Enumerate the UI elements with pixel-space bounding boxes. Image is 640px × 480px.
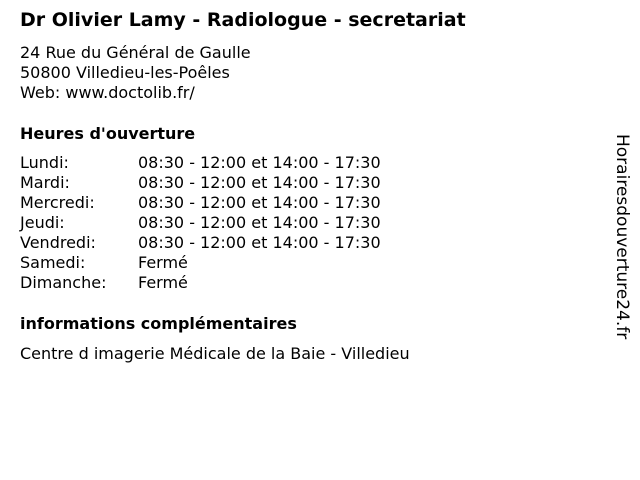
page-title: Dr Olivier Lamy - Radiologue - secretariat (20, 9, 466, 31)
day-label: Samedi: (20, 253, 86, 272)
day-label: Dimanche: (20, 273, 107, 292)
time-value: Fermé (138, 273, 188, 292)
address-street: 24 Rue du Général de Gaulle (20, 43, 251, 62)
day-label: Mercredi: (20, 193, 95, 212)
day-label: Lundi: (20, 153, 69, 172)
day-label: Jeudi: (20, 213, 65, 232)
info-text: Centre d imagerie Médicale de la Baie - Villedieu (20, 344, 410, 363)
site-watermark: Horairesdouverture24.fr (612, 134, 632, 340)
hours-heading: Heures d'ouverture (20, 124, 196, 143)
address-web: Web: www.doctolib.fr/ (20, 83, 195, 102)
time-value: 08:30 - 12:00 et 14:00 - 17:30 (138, 233, 381, 252)
address-city: 50800 Villedieu-les-Poêles (20, 63, 230, 82)
address-block (20, 43, 251, 103)
time-value: 08:30 - 12:00 et 14:00 - 17:30 (138, 193, 381, 212)
time-value: 08:30 - 12:00 et 14:00 - 17:30 (138, 173, 381, 192)
info-heading: informations complémentaires (20, 314, 297, 333)
time-value: 08:30 - 12:00 et 14:00 - 17:30 (138, 153, 381, 172)
day-label: Mardi: (20, 173, 70, 192)
time-value: 08:30 - 12:00 et 14:00 - 17:30 (138, 213, 381, 232)
time-value: Fermé (138, 253, 188, 272)
day-label: Vendredi: (20, 233, 96, 252)
